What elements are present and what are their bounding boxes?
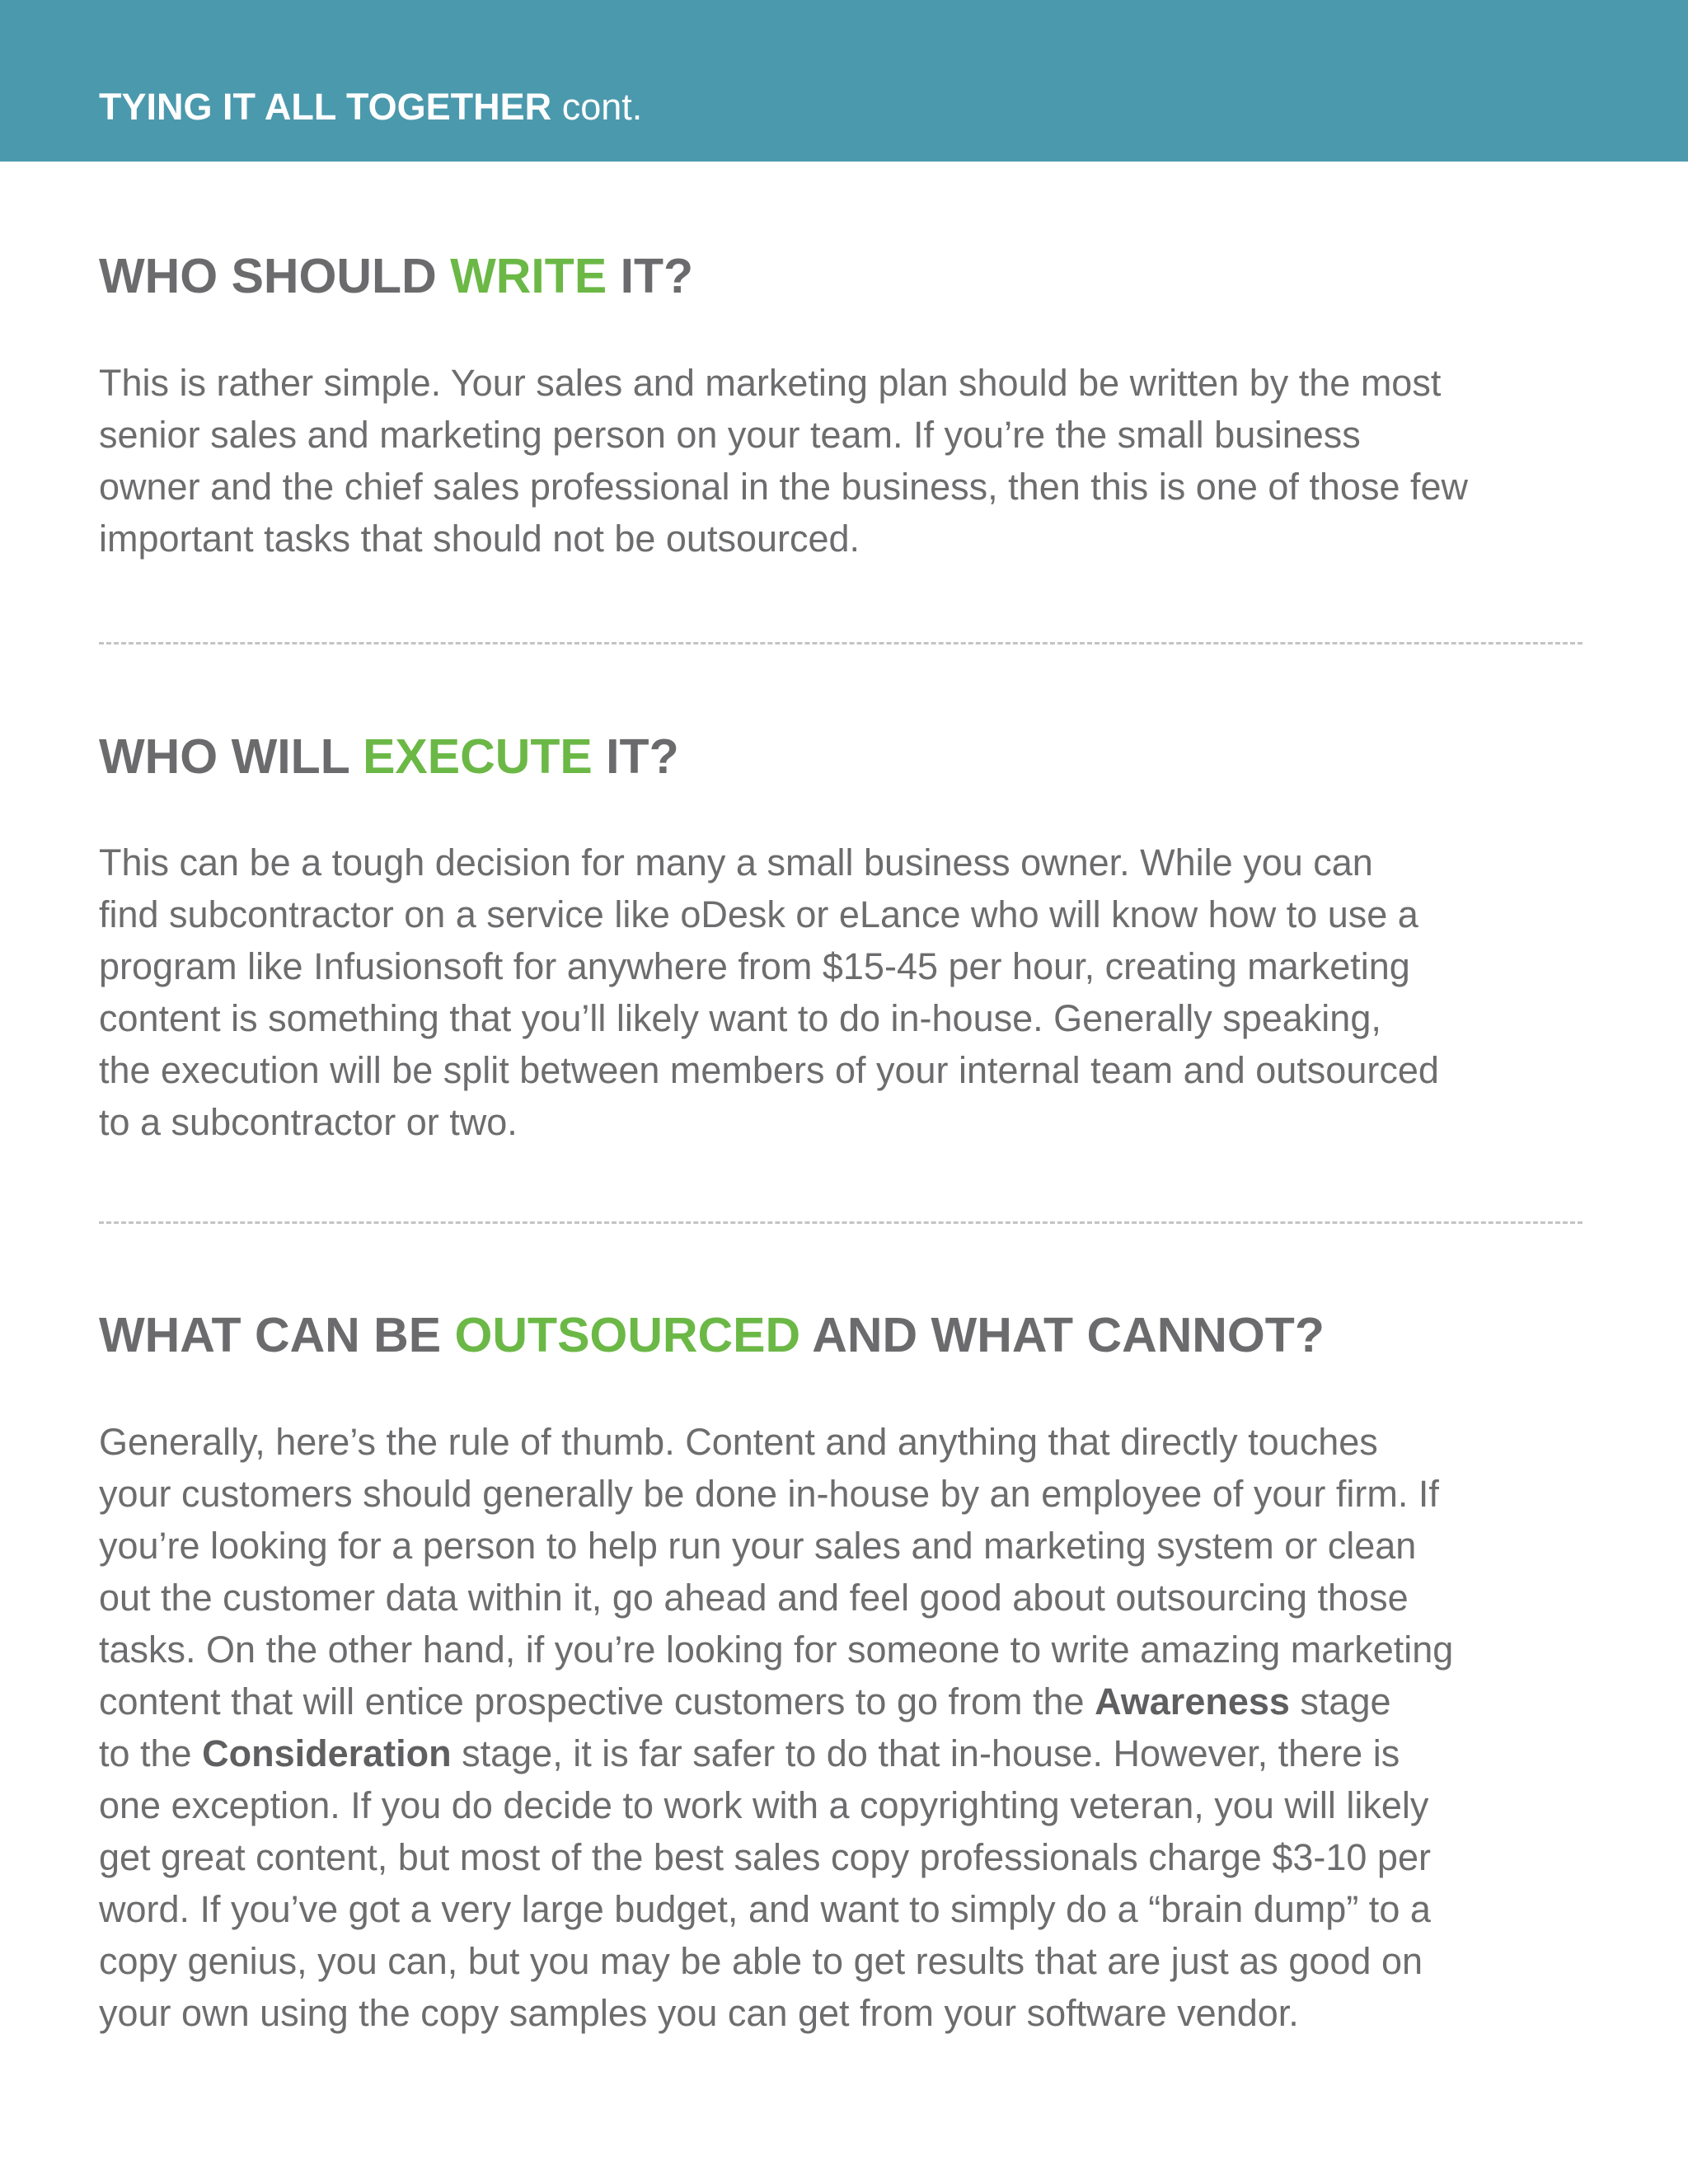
section-who-will-execute-body [99,837,1582,1148]
section-outsourced-heading [99,1302,1582,1368]
heading-text: IT? [607,249,694,303]
paragraph [99,1416,1582,2039]
dashed-divider [99,642,1582,644]
heading-accent-word: WRITE [450,249,607,303]
paragraph-line: one exception. If you do decide to work with a copyrighting veteran, you will likely [99,1784,1429,1826]
line-text: to the [99,1732,203,1774]
paragraph-line: your customers should generally be done in-house by an employee of your firm. If [99,1473,1439,1515]
heading-accent-word: OUTSOURCED [454,1308,801,1362]
line-text: stage [1289,1680,1391,1722]
header-banner [0,0,1688,162]
paragraph-line: copy genius, you can, but you may be able to get results that are just as good on [99,1940,1423,1982]
paragraph [99,837,1582,1148]
line-text: stage, it is far safer to do that in-house. However, there is [451,1732,1400,1774]
paragraph-line: out the customer data within it, go ahead and feel good about outsourcing those [99,1577,1409,1619]
paragraph-line: word. If you’ve got a very large budget, and want to simply do a “brain dump” to a [99,1888,1431,1930]
heading-text: IT? [592,729,679,784]
dashed-divider [99,1221,1582,1224]
section-who-should-write-heading [99,243,1582,309]
paragraph-line: senior sales and marketing person on your team. If you’re the small business [99,414,1361,456]
paragraph-line: the execution will be split between members of your internal team and outsourced [99,1049,1439,1091]
paragraph-line: get great content, but most of the best sales copy professionals charge $3-10 per [99,1836,1431,1878]
section-outsourced-body [99,1416,1582,2039]
paragraph-line: content is something that you’ll likely want to do in-house. Generally speaking, [99,997,1381,1039]
section-who-will-execute-heading [99,724,1582,790]
heading-accent-word: EXECUTE [363,729,593,784]
section-heading [99,724,1582,790]
banner-title [99,81,642,134]
banner-title-suffix: cont. [551,86,643,128]
paragraph-line: you’re looking for a person to help run your sales and marketing system or clean [99,1525,1417,1567]
paragraph [99,357,1582,565]
paragraph-line: important tasks that should not be outsourced. [99,518,860,560]
heading-text: AND WHAT CANNOT? [800,1308,1325,1362]
section-heading [99,1302,1582,1368]
line-text: content that will entice prospective customers to go from the [99,1680,1095,1722]
paragraph-line: tasks. On the other hand, if you’re looking for someone to write amazing marketing [99,1629,1454,1671]
heading-text: WHO SHOULD [99,249,451,303]
paragraph-line [99,1727,1582,1779]
paragraph-line: your own using the copy samples you can get from your software vendor. [99,1992,1299,2034]
heading-text: WHAT CAN BE [99,1308,455,1362]
paragraph-line: owner and the chief sales professional in the business, then this is one of those few [99,466,1469,508]
paragraph-line [99,1675,1582,1727]
banner-title-bold: TYING IT ALL TOGETHER [99,86,552,128]
section-who-should-write-body [99,357,1582,565]
paragraph-line: find subcontractor on a service like oDesk or eLance who will know how to use a [99,893,1418,935]
bold-term-awareness: Awareness [1095,1680,1290,1722]
paragraph-line: This is rather simple. Your sales and marketing plan should be written by the most [99,362,1442,404]
paragraph-line: program like Infusionsoft for anywhere from $15-45 per hour, creating marketing [99,945,1410,987]
paragraph-line: Generally, here’s the rule of thumb. Content and anything that directly touches [99,1421,1378,1463]
paragraph-line: to a subcontractor or two. [99,1101,518,1143]
section-heading [99,243,1582,309]
bold-term-consideration: Consideration [202,1732,452,1774]
heading-text: WHO WILL [99,729,363,784]
paragraph-line: This can be a tough decision for many a small business owner. While you can [99,841,1373,883]
